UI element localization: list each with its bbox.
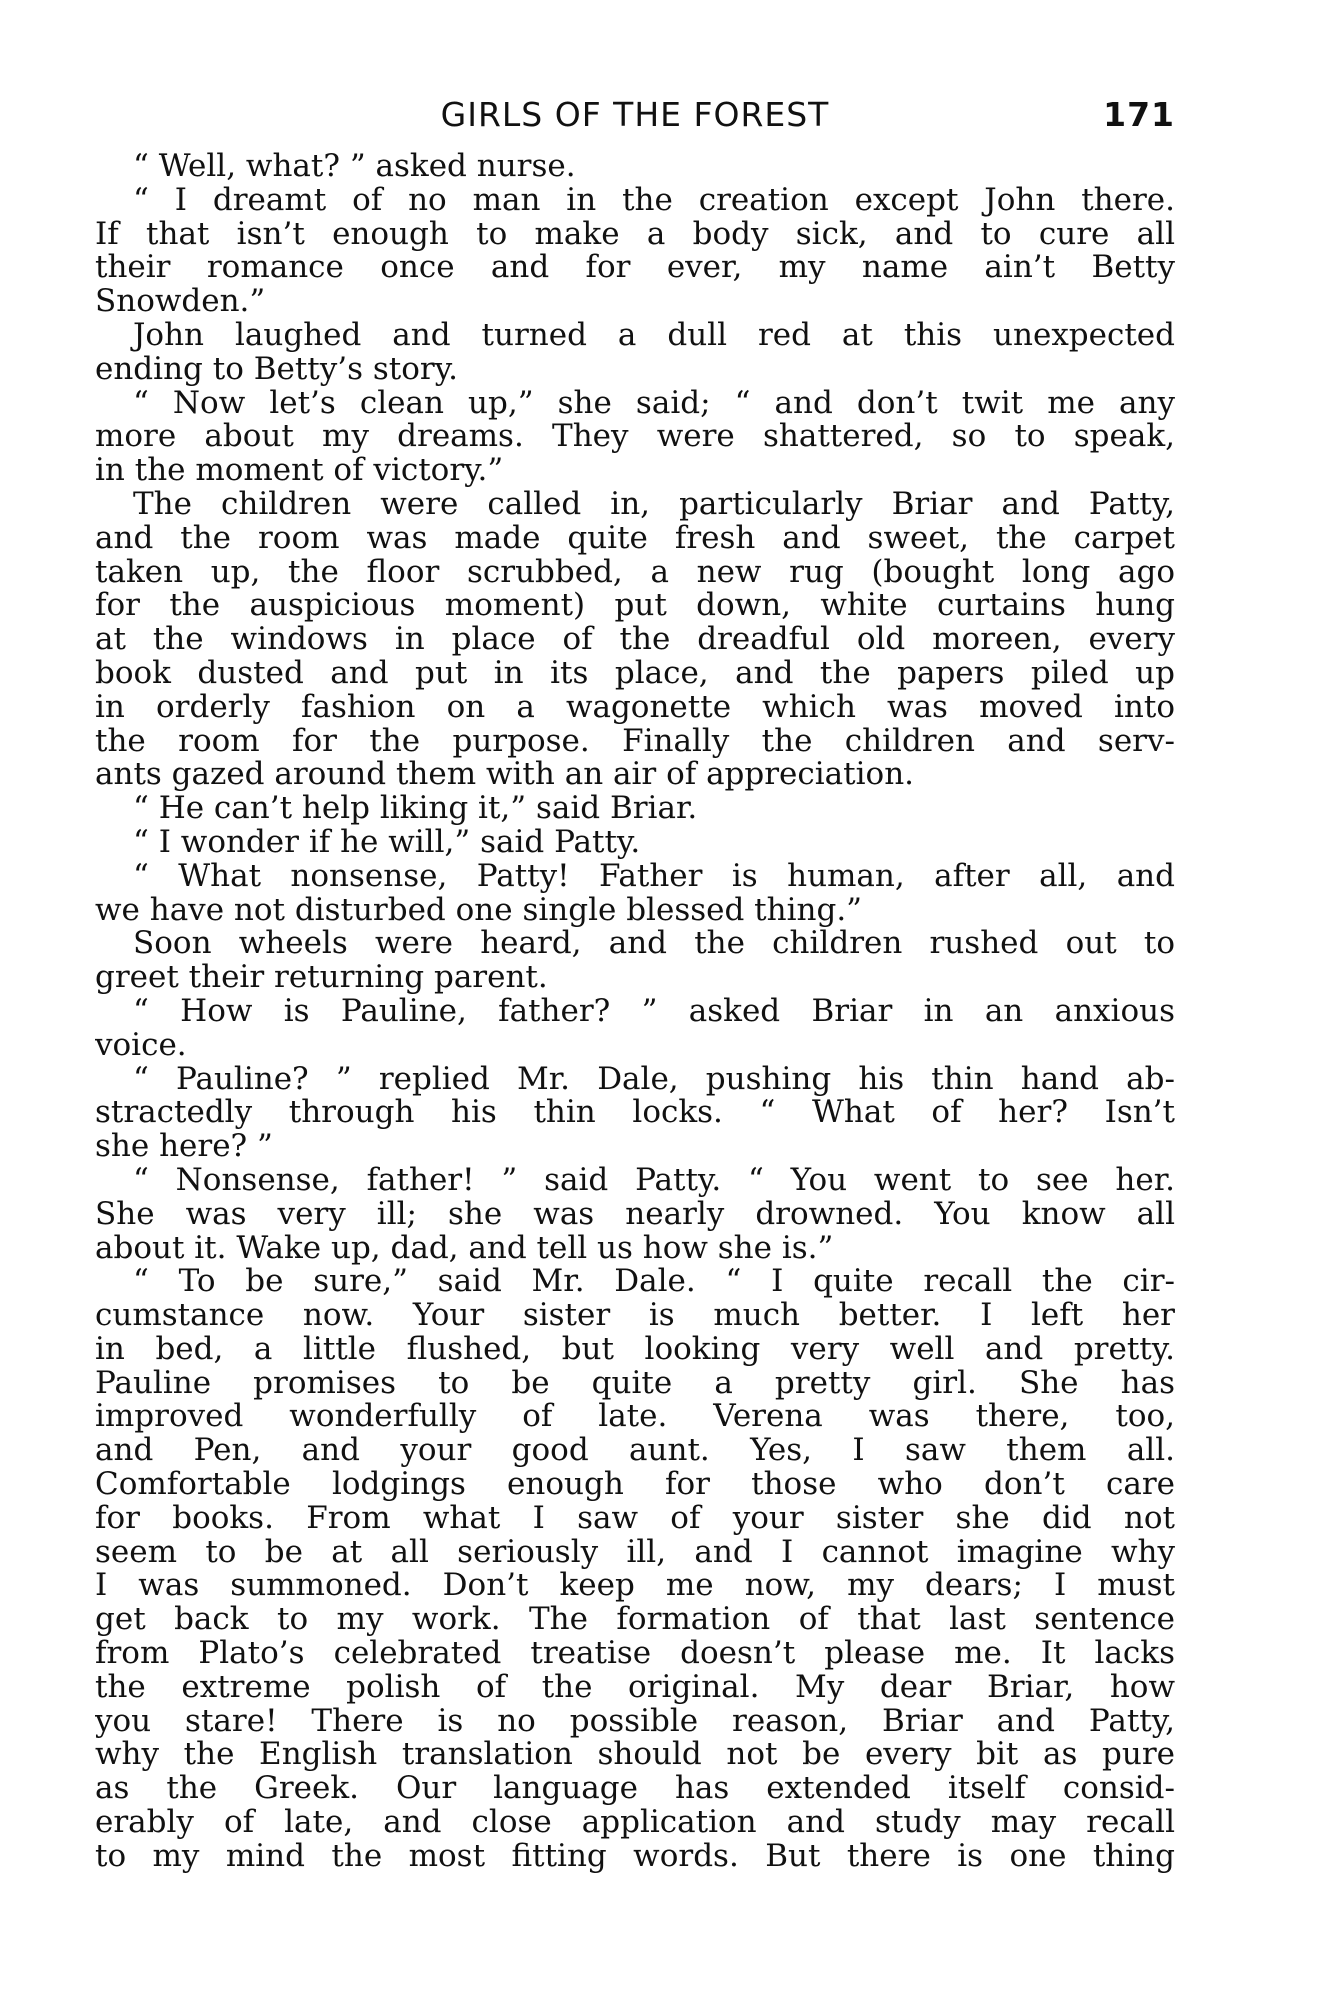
text-line: “ To be sure,” said Mr. Dale. “ I quite recall the cir- (133, 1265, 1175, 1300)
text-line: “ He can’t help liking it,” said Briar. (133, 792, 698, 826)
body-text (95, 150, 1175, 1874)
text-line: seem to be at all seriously ill, and I cannot imagine why (95, 1535, 1175, 1570)
text-line: “ I dreamt of no man in the creation except John there. (133, 183, 1175, 218)
text-line: ants gazed around them with an air of appreciation. (95, 758, 915, 793)
text-line: why the English translation should not be every bit as pure (95, 1738, 1175, 1773)
text-line: their romance once and for ever, my name ain’t Betty (95, 251, 1175, 286)
text-line: the room for the purpose. Finally the children and serv- (95, 724, 1175, 759)
text-line: book dusted and put in its place, and the papers piled up (95, 656, 1175, 691)
text-line: you stare! There is no possible reason, Briar and Patty, (95, 1704, 1175, 1739)
text-line: the extreme polish of the original. My dear Briar, how (95, 1670, 1175, 1705)
text-line: “ Pauline? ” replied Mr. Dale, pushing his thin hand ab- (133, 1062, 1175, 1097)
text-line: voice. (95, 1028, 187, 1063)
text-line: improved wonderfully of late. Verena was there, too, (95, 1400, 1175, 1435)
text-line: in orderly fashion on a wagonette which was moved into (95, 690, 1175, 725)
text-line: we have not disturbed one single blessed thing.” (95, 893, 863, 928)
text-line: Soon wheels were heard, and the children rushed out to (133, 927, 1175, 962)
text-line: John laughed and turned a dull red at this unexpected (133, 318, 1175, 353)
text-line: Comfortable lodgings enough for those who don’t care (95, 1468, 1175, 1502)
text-line: stractedly through his thin locks. “ What of her? Isn’t (95, 1096, 1175, 1131)
text-line: The children were called in, particularly Briar and Patty, (133, 487, 1175, 522)
text-line: for the auspicious moment) put down, white curtains hung (95, 589, 1175, 624)
text-line: If that isn’t enough to make a body sick, and to cure all (95, 217, 1175, 252)
page-number: 171 (1103, 95, 1175, 134)
text-line: “ What nonsense, Patty! Father is human, after all, and (133, 859, 1175, 894)
text-line: ending to Betty’s story. (95, 352, 458, 387)
text-line: get back to my work. The formation of that last sentence (95, 1603, 1175, 1638)
text-line: Snowden.” (95, 285, 266, 319)
text-line: “ Nonsense, father! ” said Patty. “ You went to see her. (133, 1163, 1175, 1198)
text-line: in the moment of victory.” (95, 454, 504, 488)
text-line: more about my dreams. They were shattered, so to speak, (95, 420, 1175, 455)
text-line: and the room was made quite fresh and sweet, the carpet (95, 521, 1175, 556)
text-line: cumstance now. Your sister is much better. I left her (95, 1299, 1175, 1333)
text-line: taken up, the floor scrubbed, a new rug (bought long ago (95, 555, 1175, 590)
text-line: about it. Wake up, dad, and tell us how she is.” (95, 1231, 834, 1266)
text-line: She was very ill; she was nearly drowned. You know all (95, 1197, 1175, 1232)
text-line: at the windows in place of the dreadful old moreen, every (95, 623, 1175, 657)
text-line: she here? ” (95, 1130, 273, 1164)
text-line: and Pen, and your good aunt. Yes, I saw them all. (95, 1434, 1175, 1469)
text-line: “ Well, what? ” asked nurse. (133, 150, 576, 184)
text-line: from Plato’s celebrated treatise doesn’t please me. It lacks (95, 1637, 1175, 1671)
text-line: in bed, a little flushed, but looking very well and pretty. (95, 1332, 1175, 1367)
text-line: “ How is Pauline, father? ” asked Briar in an anxious (133, 994, 1175, 1029)
running-title: GIRLS OF THE FOREST (440, 95, 830, 134)
text-line: greet their returning parent. (95, 961, 548, 995)
running-head (95, 95, 1175, 135)
text-line: Pauline promises to be quite a pretty girl. She has (95, 1366, 1175, 1401)
text-line: for books. From what I saw of your sister she did not (95, 1501, 1175, 1536)
text-line: as the Greek. Our language has extended itself consid- (95, 1772, 1175, 1807)
text-line: erably of late, and close application and study may recall (95, 1806, 1175, 1840)
text-line: I was summoned. Don’t keep me now, my dears; I must (95, 1569, 1175, 1604)
text-line: “ Now let’s clean up,” she said; “ and don’t twit me any (133, 386, 1175, 421)
text-line: to my mind the most fitting words. But there is one thing (95, 1839, 1175, 1874)
text-line: “ I wonder if he will,” said Patty. (133, 825, 641, 860)
